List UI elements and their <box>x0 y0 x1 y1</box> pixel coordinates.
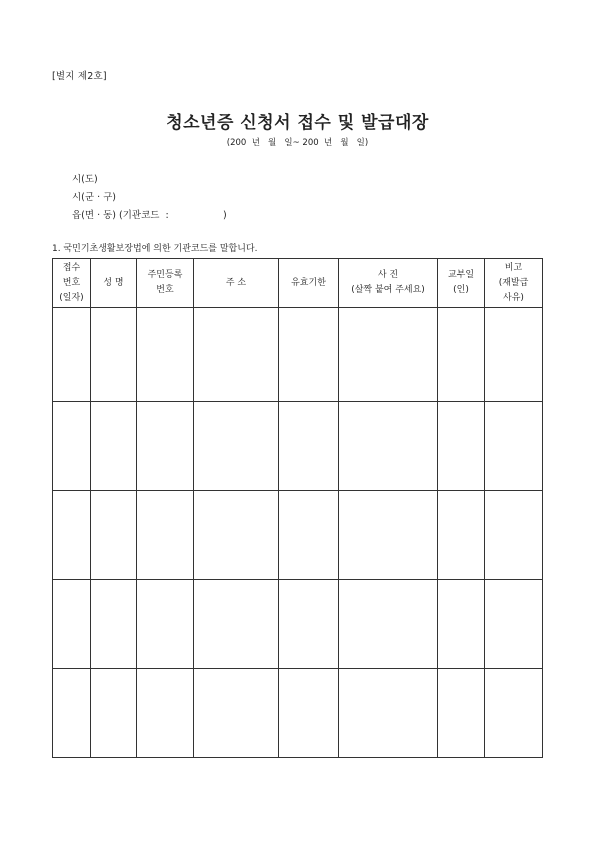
region-province: 시(도) <box>72 174 98 185</box>
cell-name[interactable] <box>91 308 137 402</box>
col-receipt-number: 접수 번호 (일자) <box>53 259 91 308</box>
table-row <box>53 669 543 758</box>
col-address: 주 소 <box>194 259 279 308</box>
cell-receipt-number[interactable] <box>53 308 91 402</box>
table-row <box>53 308 543 402</box>
cell-remarks[interactable] <box>485 580 543 669</box>
cell-receipt-number[interactable] <box>53 491 91 580</box>
cell-issue-date[interactable] <box>438 580 485 669</box>
col-photo: 사 진 (살짝 붙여 주세요) <box>339 259 438 308</box>
cell-receipt-number[interactable] <box>53 580 91 669</box>
cell-issue-date[interactable] <box>438 308 485 402</box>
cell-resident-number[interactable] <box>137 669 194 758</box>
col-name: 성 명 <box>91 259 137 308</box>
cell-expiry[interactable] <box>279 580 339 669</box>
col-resident-number: 주민등록 번호 <box>137 259 194 308</box>
cell-name[interactable] <box>91 491 137 580</box>
region-town-code: 읍(면 · 동) (기관코드 : ) <box>72 210 227 221</box>
cell-photo[interactable] <box>339 491 438 580</box>
footnote: 1. 국민기초생활보장법에 의한 기관코드를 말합니다. <box>52 244 258 254</box>
cell-expiry[interactable] <box>279 669 339 758</box>
document-title: 청소년증 신청서 접수 및 발급대장 <box>166 113 429 133</box>
cell-address[interactable] <box>194 491 279 580</box>
cell-address[interactable] <box>194 308 279 402</box>
cell-name[interactable] <box>91 669 137 758</box>
col-issue-date: 교부일 (인) <box>438 259 485 308</box>
cell-address[interactable] <box>194 669 279 758</box>
cell-resident-number[interactable] <box>137 402 194 491</box>
cell-remarks[interactable] <box>485 669 543 758</box>
cell-receipt-number[interactable] <box>53 669 91 758</box>
table-row <box>53 491 543 580</box>
cell-issue-date[interactable] <box>438 669 485 758</box>
cell-remarks[interactable] <box>485 402 543 491</box>
period-range: (200 년 월 일~ 200 년 월 일) <box>226 138 369 148</box>
cell-name[interactable] <box>91 402 137 491</box>
form-number: [별지 제2호] <box>52 71 107 82</box>
cell-resident-number[interactable] <box>137 491 194 580</box>
cell-photo[interactable] <box>339 580 438 669</box>
cell-expiry[interactable] <box>279 491 339 580</box>
cell-photo[interactable] <box>339 669 438 758</box>
cell-address[interactable] <box>194 580 279 669</box>
cell-address[interactable] <box>194 402 279 491</box>
cell-receipt-number[interactable] <box>53 402 91 491</box>
table-row <box>53 580 543 669</box>
cell-name[interactable] <box>91 580 137 669</box>
cell-expiry[interactable] <box>279 308 339 402</box>
region-city: 시(군 · 구) <box>72 192 117 203</box>
cell-photo[interactable] <box>339 308 438 402</box>
cell-issue-date[interactable] <box>438 402 485 491</box>
ledger-table <box>52 258 543 758</box>
cell-expiry[interactable] <box>279 402 339 491</box>
cell-photo[interactable] <box>339 402 438 491</box>
cell-issue-date[interactable] <box>438 491 485 580</box>
cell-remarks[interactable] <box>485 491 543 580</box>
ledger-body <box>53 308 543 758</box>
header-row <box>53 259 543 308</box>
col-expiry: 유효기한 <box>279 259 339 308</box>
cell-remarks[interactable] <box>485 308 543 402</box>
col-remarks: 비고 (재발급 사유) <box>485 259 543 308</box>
cell-resident-number[interactable] <box>137 308 194 402</box>
cell-resident-number[interactable] <box>137 580 194 669</box>
table-row <box>53 402 543 491</box>
